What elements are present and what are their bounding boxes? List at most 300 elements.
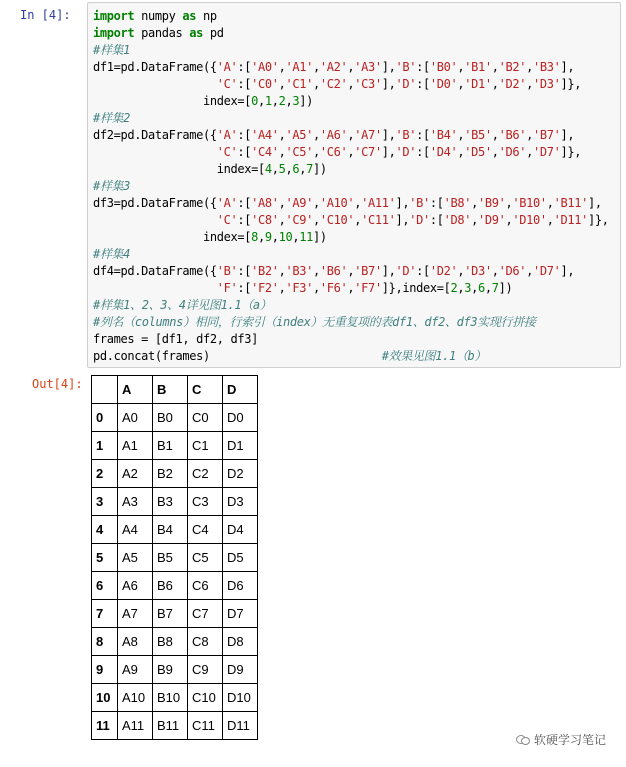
code-token: 'D'	[395, 145, 417, 159]
row-index-cell: 10	[92, 684, 118, 712]
code-token: df2=pd.DataFrame({	[93, 128, 217, 142]
code-line	[93, 127, 620, 144]
code-token: 'C8'	[251, 213, 279, 227]
code-line	[93, 161, 620, 178]
code-token: numpy	[134, 9, 183, 23]
code-token: ,	[354, 213, 362, 227]
code-token: 'D'	[395, 264, 417, 278]
code-token: ,	[526, 264, 533, 278]
table-cell: A5	[118, 544, 153, 572]
code-token: df4=pd.DataFrame({	[93, 264, 217, 278]
table-row	[92, 712, 258, 740]
code-line	[93, 144, 620, 161]
code-token: :[	[237, 77, 252, 91]
table-cell: C0	[188, 404, 223, 432]
watermark	[516, 731, 606, 748]
code-line	[93, 178, 620, 195]
table-cell: C2	[188, 460, 223, 488]
code-token: :[	[416, 60, 430, 74]
code-token: 'D4'	[429, 145, 458, 159]
row-index-cell: 2	[92, 460, 118, 488]
code-token: 'A11'	[361, 196, 396, 210]
code-line	[93, 8, 620, 25]
output-prompt: Out[4]:	[32, 377, 83, 391]
table-cell: D10	[223, 684, 258, 712]
table-cell: B8	[153, 628, 188, 656]
code-token: #样集4	[93, 247, 131, 261]
table-cell: D6	[223, 572, 258, 600]
code-line	[93, 314, 620, 331]
code-line	[93, 297, 620, 314]
code-token: 'C'	[216, 213, 238, 227]
code-token: ,	[491, 145, 499, 159]
code-editor[interactable]	[87, 2, 621, 368]
code-token: :[	[237, 264, 252, 278]
table-cell: A10	[118, 684, 153, 712]
code-token: 'A10'	[319, 196, 355, 210]
code-token: ,	[285, 94, 293, 108]
code-token: index=[	[93, 94, 252, 108]
code-line	[93, 195, 620, 212]
code-token: :[	[416, 128, 430, 142]
row-index-cell: 11	[92, 712, 118, 740]
table-cell: A1	[118, 432, 153, 460]
code-token: 'B9'	[478, 196, 506, 210]
code-token: 9	[264, 230, 272, 244]
code-token: 'A1'	[285, 60, 313, 74]
row-index-cell: 6	[92, 572, 118, 600]
code-token: ,	[505, 196, 513, 210]
table-cell: D9	[223, 656, 258, 684]
code-token: 'C10'	[319, 213, 355, 227]
code-token: 'D2'	[498, 77, 527, 91]
row-index-cell: 0	[92, 404, 118, 432]
row-index-cell: 4	[92, 516, 118, 544]
code-token: ]},index=[	[381, 281, 451, 295]
code-token: ,	[278, 281, 286, 295]
code-token: 3	[464, 281, 472, 295]
code-line	[93, 212, 620, 229]
code-token: 'B6'	[319, 264, 348, 278]
table-cell: C5	[188, 544, 223, 572]
code-line	[93, 229, 620, 246]
code-token: ],	[381, 128, 396, 142]
code-token: 'A'	[216, 128, 238, 142]
table-cell: D3	[223, 488, 258, 516]
table-cell: B5	[153, 544, 188, 572]
table-row	[92, 404, 258, 432]
code-token: ,	[278, 264, 286, 278]
code-token: 'D'	[395, 77, 417, 91]
code-token: ,	[546, 213, 554, 227]
code-token: ,	[491, 264, 499, 278]
code-token: 'B'	[409, 196, 430, 210]
code-token: 'D'	[409, 213, 430, 227]
code-token: :[	[237, 196, 252, 210]
code-token: ],	[588, 196, 602, 210]
code-token: ,	[271, 230, 279, 244]
table-row	[92, 600, 258, 628]
code-token: ,	[271, 94, 279, 108]
code-token: ,	[471, 213, 478, 227]
code-token: 'B6'	[498, 128, 527, 142]
code-token: ,	[299, 162, 307, 176]
code-token: 'B2'	[498, 60, 527, 74]
code-token: 'A8'	[251, 196, 279, 210]
code-token: 'B3'	[533, 60, 561, 74]
code-token: 'B'	[395, 128, 417, 142]
code-token: 'C0'	[251, 77, 279, 91]
code-token: 'D8'	[443, 213, 472, 227]
code-token: ,	[457, 128, 465, 142]
code-token: :[	[416, 77, 430, 91]
code-token: 10	[278, 230, 293, 244]
code-token: ],	[381, 77, 396, 91]
table-cell: B7	[153, 600, 188, 628]
code-line	[93, 76, 620, 93]
code-token: index=[	[93, 162, 265, 176]
code-token: 'D3'	[464, 264, 492, 278]
code-token	[93, 281, 217, 295]
code-token: ,	[347, 128, 355, 142]
code-token: ,	[505, 213, 513, 227]
code-token: ,	[278, 196, 286, 210]
code-token: 'A2'	[319, 60, 348, 74]
code-token: index=[	[93, 230, 252, 244]
output-dataframe-table	[91, 375, 258, 740]
code-token: 'A'	[216, 196, 238, 210]
row-index-cell: 3	[92, 488, 118, 516]
code-token: ],	[560, 264, 575, 278]
code-token: #样集1、2、3、4详见图1.1（a）	[93, 298, 272, 312]
code-token: 'F7'	[354, 281, 382, 295]
code-token: 'D3'	[533, 77, 561, 91]
code-line	[93, 59, 620, 76]
code-token: :[	[237, 281, 252, 295]
code-token: df3=pd.DataFrame({	[93, 196, 217, 210]
table-cell: C3	[188, 488, 223, 516]
table-cell: A7	[118, 600, 153, 628]
table-row	[92, 460, 258, 488]
code-token: np	[196, 9, 217, 23]
table-cell: B0	[153, 404, 188, 432]
code-token: 'C5'	[285, 145, 313, 159]
code-token: #效果见图1.1（b）	[381, 349, 487, 363]
code-token: ,	[278, 77, 286, 91]
code-token: ],	[395, 196, 410, 210]
code-token: ,	[471, 196, 478, 210]
code-token: 'B'	[216, 264, 238, 278]
code-line	[93, 263, 620, 280]
code-token: ],	[381, 264, 396, 278]
code-line	[93, 25, 620, 42]
code-token: 'F6'	[319, 281, 348, 295]
row-index-cell: 7	[92, 600, 118, 628]
code-token: ,	[347, 77, 355, 91]
code-line	[93, 42, 620, 59]
code-token: ,	[457, 281, 465, 295]
code-token: :[	[429, 213, 444, 227]
table-row	[92, 684, 258, 712]
code-token: 'C6'	[319, 145, 348, 159]
code-token: 7	[306, 162, 313, 176]
code-token: ,	[347, 264, 355, 278]
table-cell: C1	[188, 432, 223, 460]
code-token: 'B8'	[443, 196, 472, 210]
code-token: 'B1'	[464, 60, 492, 74]
code-token: 'B'	[395, 60, 417, 74]
code-token: #样集1	[93, 43, 131, 57]
code-token: ,	[546, 196, 554, 210]
row-index-cell: 9	[92, 656, 118, 684]
code-token: 2	[450, 281, 458, 295]
code-token: ],	[560, 128, 575, 142]
code-token: as	[182, 9, 197, 23]
code-line	[93, 110, 620, 127]
code-token: 5	[278, 162, 286, 176]
code-token: ,	[347, 281, 355, 295]
code-token: 4	[264, 162, 272, 176]
code-line	[93, 348, 620, 365]
code-token: ,	[313, 264, 320, 278]
code-token: 'B3'	[285, 264, 313, 278]
code-token: 2	[278, 94, 286, 108]
code-token: ,	[313, 213, 320, 227]
code-token: #列名（columns）相同，行索引（index）无重复项的表df1、df2、df3实现行拼接	[93, 315, 536, 329]
code-token: ,	[278, 60, 286, 74]
table-cell: C11	[188, 712, 223, 740]
code-token: 'B7'	[354, 264, 382, 278]
code-token: 'F2'	[251, 281, 279, 295]
code-token: 'D0'	[429, 77, 458, 91]
code-token: 'D6'	[498, 145, 527, 159]
code-token: ,	[491, 60, 499, 74]
code-token: as	[189, 26, 203, 40]
code-token: 'C1'	[285, 77, 313, 91]
table-row	[92, 488, 258, 516]
code-token: :[	[237, 213, 252, 227]
code-token: 'C4'	[251, 145, 279, 159]
code-token: 'C'	[216, 77, 238, 91]
code-token: ,	[471, 281, 478, 295]
code-token: pd.concat(frames)	[93, 349, 382, 363]
code-token: ,	[457, 264, 465, 278]
code-token: ],	[381, 60, 396, 74]
code-token: 6	[478, 281, 485, 295]
table-cell: D8	[223, 628, 258, 656]
table-row	[92, 432, 258, 460]
table-cell: D5	[223, 544, 258, 572]
code-token: import	[93, 9, 135, 23]
row-index-cell: 5	[92, 544, 118, 572]
table-header-row	[92, 376, 258, 404]
table-cell: B4	[153, 516, 188, 544]
table-cell: A6	[118, 572, 153, 600]
code-token: ],	[395, 213, 410, 227]
column-header-cell: D	[223, 376, 258, 404]
table-cell: D0	[223, 404, 258, 432]
table-cell: D2	[223, 460, 258, 488]
code-token: ],	[560, 60, 575, 74]
code-token: ,	[313, 196, 320, 210]
code-token: ,	[526, 128, 533, 142]
code-token: pandas	[134, 26, 190, 40]
code-token: ,	[491, 77, 499, 91]
code-token: 3	[292, 94, 300, 108]
table-row	[92, 572, 258, 600]
code-token: ,	[347, 60, 355, 74]
code-token: 'C11'	[361, 213, 396, 227]
code-token	[93, 145, 217, 159]
code-token: ,	[484, 281, 492, 295]
code-token: 'C7'	[354, 145, 382, 159]
code-token: :[	[237, 145, 252, 159]
code-token: 'A7'	[354, 128, 382, 142]
code-token: ],	[381, 145, 396, 159]
column-header-cell: A	[118, 376, 153, 404]
code-token: import	[93, 26, 135, 40]
code-token: 'D10'	[512, 213, 547, 227]
code-token: 'F3'	[285, 281, 313, 295]
input-prompt: In [4]:	[20, 8, 71, 22]
table-row	[92, 656, 258, 684]
code-token: frames = [df1, df2, df3]	[93, 332, 258, 346]
code-token: :[	[237, 60, 252, 74]
code-token: ,	[285, 162, 293, 176]
code-token: :[	[416, 264, 430, 278]
code-token: ,	[278, 213, 286, 227]
code-token: 'B11'	[553, 196, 588, 210]
code-token: 11	[299, 230, 313, 244]
table-cell: A9	[118, 656, 153, 684]
code-token: ,	[526, 77, 533, 91]
table-cell: C8	[188, 628, 223, 656]
code-token: 'D5'	[464, 145, 492, 159]
table-cell: B9	[153, 656, 188, 684]
code-token: 'B0'	[429, 60, 458, 74]
table-cell: B3	[153, 488, 188, 516]
code-token: 'D9'	[478, 213, 506, 227]
column-header-cell: C	[188, 376, 223, 404]
code-token: ,	[278, 128, 286, 142]
code-token	[93, 213, 217, 227]
code-token: ,	[347, 145, 355, 159]
table-cell: A11	[118, 712, 153, 740]
code-token: #样集3	[93, 179, 131, 193]
code-token: 'D1'	[464, 77, 492, 91]
index-header-cell	[92, 376, 118, 404]
table-cell: A0	[118, 404, 153, 432]
table-cell: D7	[223, 600, 258, 628]
table-cell: A8	[118, 628, 153, 656]
code-token: ])	[313, 230, 327, 244]
code-line	[93, 93, 620, 110]
code-token: ,	[354, 196, 362, 210]
code-token: ,	[258, 230, 265, 244]
code-token: ])	[313, 162, 327, 176]
code-token: 'D7'	[533, 264, 561, 278]
code-token: 'A9'	[285, 196, 313, 210]
code-token: ,	[526, 145, 533, 159]
code-token: ,	[491, 128, 499, 142]
code-token: 'B10'	[512, 196, 547, 210]
code-token: 'C3'	[354, 77, 382, 91]
row-index-cell: 8	[92, 628, 118, 656]
table-cell: D11	[223, 712, 258, 740]
code-token: 'D6'	[498, 264, 527, 278]
code-token: ,	[278, 145, 286, 159]
code-token: 'A0'	[251, 60, 279, 74]
watermark-text: 软硬学习笔记	[533, 733, 606, 747]
code-token: ]},	[560, 145, 582, 159]
code-token: ,	[457, 145, 465, 159]
table-cell: C10	[188, 684, 223, 712]
code-token: 'B7'	[533, 128, 561, 142]
code-token: ,	[313, 145, 320, 159]
code-token: 'D2'	[429, 264, 458, 278]
code-token: 7	[491, 281, 499, 295]
code-token: pd	[203, 26, 224, 40]
table-cell: C7	[188, 600, 223, 628]
code-token: :[	[416, 145, 430, 159]
code-token: 'D7'	[533, 145, 561, 159]
column-header-cell: B	[153, 376, 188, 404]
table-cell: B11	[153, 712, 188, 740]
code-token: 'A4'	[251, 128, 279, 142]
code-token: 'C2'	[319, 77, 348, 91]
table-cell: B1	[153, 432, 188, 460]
table-cell: B2	[153, 460, 188, 488]
code-token: :[	[429, 196, 444, 210]
code-token: ,	[313, 281, 320, 295]
code-token: 'B2'	[251, 264, 279, 278]
code-token: 'B4'	[429, 128, 458, 142]
code-token: 'A'	[216, 60, 238, 74]
table-cell: B6	[153, 572, 188, 600]
table-cell: D1	[223, 432, 258, 460]
code-token: 'D11'	[553, 213, 588, 227]
code-line	[93, 280, 620, 297]
code-token: df1=pd.DataFrame({	[93, 60, 217, 74]
code-token: 'C'	[216, 145, 238, 159]
table-cell: C6	[188, 572, 223, 600]
code-token: ,	[292, 230, 300, 244]
table-row	[92, 628, 258, 656]
table-cell: A2	[118, 460, 153, 488]
table-cell: D4	[223, 516, 258, 544]
code-token: 'C9'	[285, 213, 313, 227]
code-token: 'B5'	[464, 128, 492, 142]
code-token: ]},	[560, 77, 582, 91]
code-token: ,	[313, 77, 320, 91]
code-token: ,	[457, 77, 465, 91]
table-cell: A4	[118, 516, 153, 544]
code-token: ,	[457, 60, 465, 74]
wechat-icon	[516, 734, 530, 745]
code-token: 1	[264, 94, 272, 108]
code-token: ]},	[588, 213, 609, 227]
code-token: :[	[237, 128, 252, 142]
code-line	[93, 246, 620, 263]
code-token: 'A3'	[354, 60, 382, 74]
code-token: 'A6'	[319, 128, 348, 142]
table-row	[92, 516, 258, 544]
table-cell: C9	[188, 656, 223, 684]
table-cell: B10	[153, 684, 188, 712]
code-token: ])	[299, 94, 313, 108]
code-token	[93, 77, 217, 91]
table-cell: A3	[118, 488, 153, 516]
